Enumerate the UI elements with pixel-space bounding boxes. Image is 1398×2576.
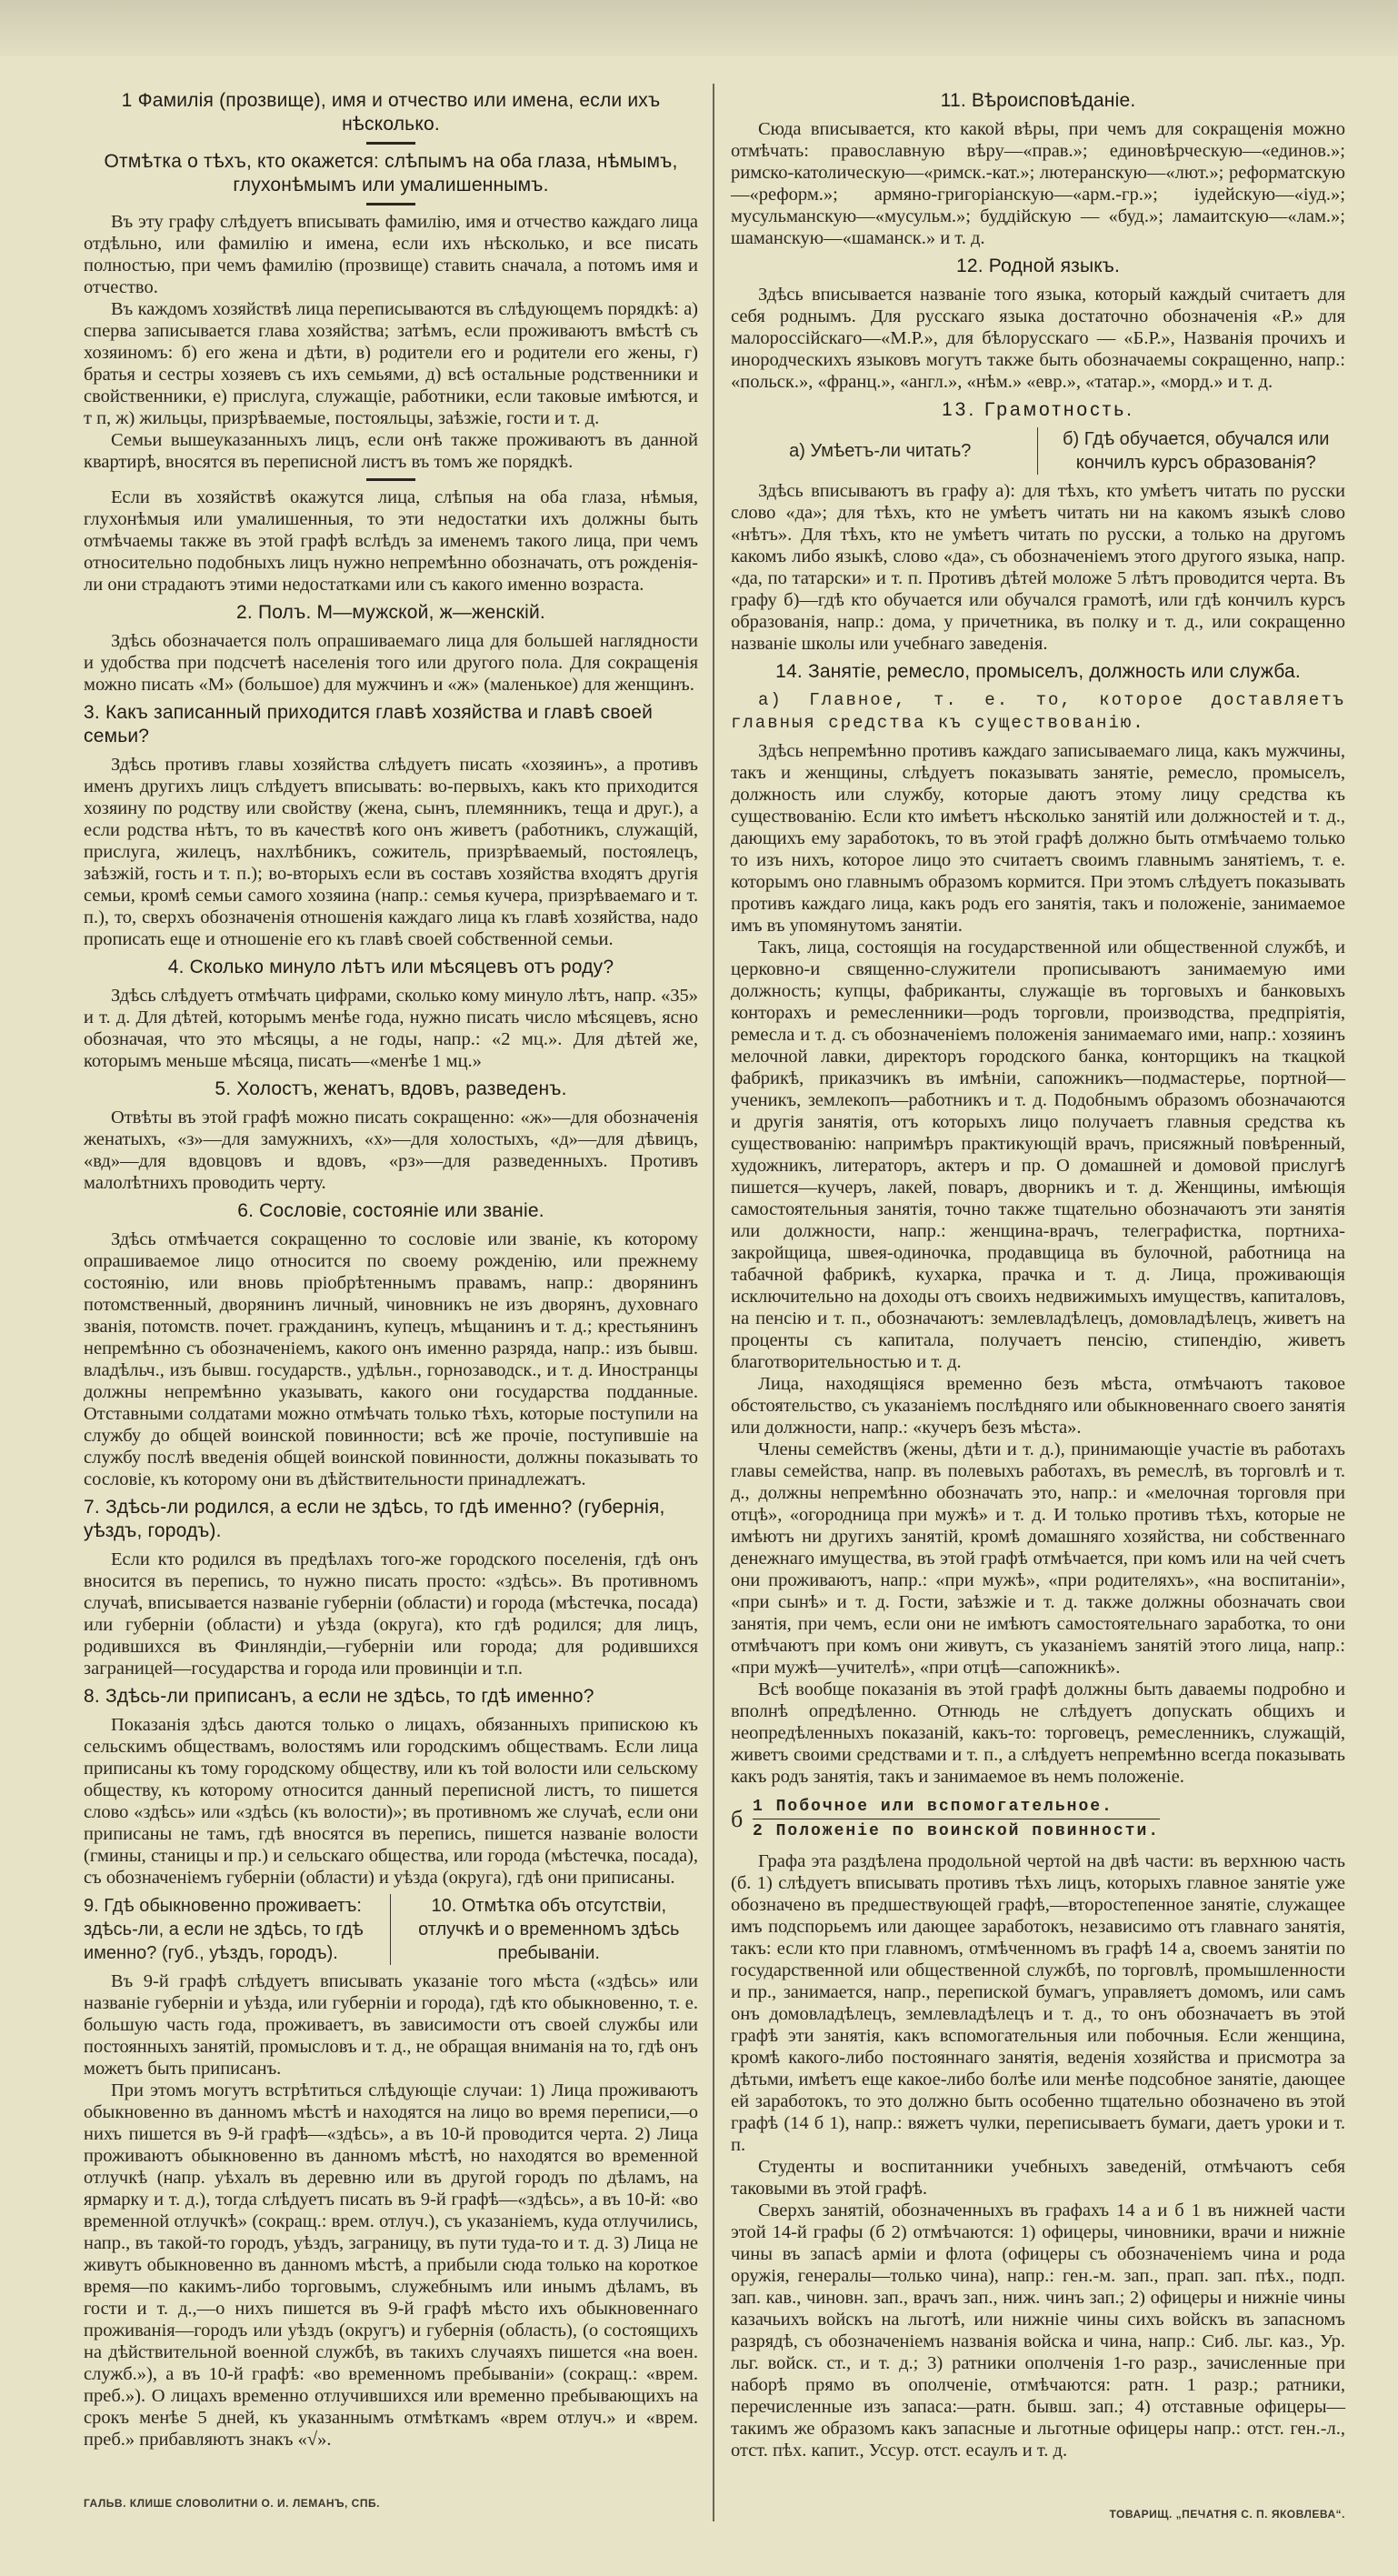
- section-3-relation: [84, 701, 698, 950]
- divider-rule: [366, 478, 415, 481]
- paragraph: Сверхъ занятій, обозначенныхъ въ графахъ 14 а и б 1 въ нижней части этой 14-й графы (б 2) отмѣчаются: 1) офицеры, чиновники, врачи и нижніе чины въ запасѣ арміи и флота (офицеры съ обозначеніемъ чина и рода оружія, генералы—только чина), напр.: ген.-м. зап., прап. зап. пѣх., подп. зап. кав., чиновн. зап., врачъ зап., ниж. чинъ зап.; 2) офицеры и нижніе чины казачьихъ войскъ на льготѣ, или нижніе чины сихъ войскъ въ запасномъ разрядѣ, съ обозначеніемъ названія войска и чина, напр.: Сиб. льг. каз., Ур. льг. войск. ст., и т. д.; 3) ратники ополченія 1-го разр., зачисленные при наборѣ прямо въ ополченіе, отмѣчаются: ратн. 1 разр.; ратники, перечисленные изъ запаса:—ратн. бывш. зап.; 4) отставные офицеры—такимъ же образомъ какъ запасные и льготные офицеры напр.: отст. ген.-л., отст. пѣх. капит., Уссур. отст. есаулъ и т. д.: [731, 2200, 1345, 2461]
- paragraph: Сюда вписывается, кто какой вѣры, при чемъ для сокращенія можно отмѣчать: православную вѣру—«прав.»; единовѣрческую—«единов.»; римско-католическую—«римск.-кат.»; лютеранскую—«лют.»; реформатскую—«реформ.»; армяно-григоріанскую—«арм.-гр.»; іудейскую—«іуд.»; мусульманскую—«мусульм.»; буддійскую — «буд.»; ламаитскую—«лам.»; шаманскую—«шаманск.» и т. д.: [731, 119, 1345, 248]
- left-column: [84, 84, 713, 2521]
- section-14-occupation: [731, 660, 1345, 2461]
- paragraph: Члены семействъ (жены, дѣти и т. д.), принимающіе участіе въ работахъ главы семейства, напр. въ полевыхъ работахъ, въ ремеслѣ, въ торговлѣ и т. д., должны непремѣнно обозначать это, напр.: и «мелочная торговля при отцѣ», «огородница при мужѣ» и т. д. И только противъ тѣхъ, которые не имѣютъ ни другихъ занятій, кромѣ домашняго хозяйства, ни собственнаго денежнаго имущества, въ этой графѣ отмѣчается, при комъ или на чей счетъ они проживаютъ, напр.: «при мужѣ», «при родителяхъ», «на воспитаніи», «при сынѣ» и т. д. Гости, заѣзжіе и т. д. также должны обозначать свои занятія, при чемъ, если они не имѣютъ самостоятельнаго заработка, то они отмѣчаютъ при комъ они живутъ, съ указаніемъ занятій этого лица, напр.: «при мужѣ—учителѣ», «при отцѣ—сапожникѣ».: [731, 1439, 1345, 1678]
- literacy-col-a: а) Умѣетъ-ли читать?: [731, 427, 1038, 475]
- scan-top-edge: [0, 0, 1398, 56]
- paragraph: Если въ хозяйствѣ окажутся лица, слѣпыя на оба глаза, нѣмыя, глухонѣмыя или умалишенныя, то эти недостатки ихъ должны быть отмѣчаемы также въ этой графѣ вслѣдъ за именемъ такого лица, при чемъ относительно подобныхъ лицъ нужно непремѣнно обозначать, отъ рожденія-ли они страдаютъ этими недостатками или съ какого именно возраста.: [84, 487, 698, 595]
- paragraph: Всѣ вообще показанія въ этой графѣ должны быть даваемы подробно и вполнѣ опредѣленно. Отнюдь не слѣдуетъ допускать общихъ и неопредѣленныхъ показаній, какъ-то: торговецъ, ремесленникъ, служащій, живетъ своими средствами и т. п., а слѣдуетъ непремѣнно всегда показывать какъ родъ занятія, такъ и занимаемое въ немъ положеніе.: [731, 1679, 1345, 1787]
- section-heading: 14. Занятіе, ремесло, промыселъ, должность или служба.: [775, 661, 1301, 682]
- section-heading: 4. Сколько минуло лѣтъ или мѣсяцевъ отъ роду?: [167, 957, 614, 977]
- paragraph: Если кто родился въ предѣлахъ того-же городского поселенія, гдѣ онъ вносится въ перепись, то нужно писать просто: «здѣсь». Въ противномъ случаѣ, вписывается названіе губерніи (области) и города (мѣстечка, посада) или губерніи (области) и уѣзда (округа), кто гдѣ родился; для лицъ, родившихся въ Финляндіи,—губерніи или города; для родившихся заграницей—государства и города или провинціи и т.п.: [84, 1549, 698, 1679]
- paragraph: Здѣсь вписываютъ въ графу а): для тѣхъ, кто умѣетъ читать по русски слово «да»; для тѣхъ, кто не умѣетъ читать ни на какомъ языкѣ слово «нѣтъ». Для тѣхъ, кто не умѣетъ читать по русски, а только на другомъ какомъ либо языкѣ, слово «да», съ обозначеніемъ этого другого языка, напр. «да, по татарски» и т. п. Противъ дѣтей моложе 5 лѣтъ проводится черта. Въ графу б)—гдѣ кто обучается или обучался грамотѣ, или гдѣ кончилъ курсъ образованія, напр.: дома, у причетника, въ полку и т. д., или сокращенно названіе школы или учебнаго заведенія.: [731, 481, 1345, 654]
- subheading-b2: 2 Положеніе по воинской повинности.: [753, 1822, 1161, 1840]
- section-heading: 3. Какъ записанный приходится главѣ хозяйства и главѣ своей семьи?: [84, 702, 654, 747]
- subheading-b-letter: б: [731, 1805, 744, 1832]
- paragraph: Лица, находящіяся временно безъ мѣста, отмѣчаютъ таковое обстоятельство, съ указаніемъ послѣдняго или обыкновеннаго своего занятія или должности, напр.: «кучеръ безъ мѣста».: [731, 1374, 1345, 1438]
- section-heading: 8. Здѣсь-ли приписанъ, а если не здѣсь, то гдѣ именно?: [84, 1686, 594, 1707]
- section-heading: 1 Фамилія (прозвище), имя и отчество или имена, если ихъ нѣсколько.: [121, 90, 661, 135]
- section-2-sex: [84, 601, 698, 696]
- section-13-literacy: [731, 398, 1345, 655]
- section-10-heading: 10. Отмѣтка объ отсутствіи, отлучкѣ и о временномъ здѣсь пребываніи.: [418, 1896, 680, 1963]
- subheading-main-occupation: а) Главное, т. е. то, которое доставляетъ главныя средства къ существованію.: [731, 690, 1345, 733]
- section-11-religion: [731, 89, 1345, 249]
- paragraph: Семьи вышеуказанныхъ лицъ, если онѣ также проживаютъ въ данной квартирѣ, вносятся въ переписной листъ въ томъ же порядкѣ.: [84, 430, 698, 472]
- section-heading: 6. Сословіе, состояніе или званіе.: [237, 1200, 544, 1221]
- divider-rule: [366, 142, 415, 145]
- subheading-b: [731, 1795, 1345, 1843]
- section-7-birthplace: [84, 1496, 698, 1679]
- paragraph: Здѣсь обозначается полъ опрашиваемаго лица для большей наглядности и удобства при подсчетѣ населенія того или другого пола. Для сокращенія можно писать «М» (большое) для мужчинъ и «ж» (маленькое) для женщинъ.: [84, 631, 698, 695]
- paragraph: Студенты и воспитанники учебныхъ заведеній, отмѣчаютъ себя таковыми въ этой графѣ.: [731, 2157, 1345, 2199]
- section-heading: 2. Полъ. М—мужской, ж—женскій.: [236, 602, 545, 623]
- paragraph: Показанія здѣсь даются только о лицахъ, обязанныхъ припискою къ сельскимъ обществамъ, волостямъ или городскимъ обществамъ. Если лица приписаны къ тому городскому обществу, или къ той волости или сельскому обществу, къ которому относится данный переписной листъ, то пишется слово «здѣсь» или «здѣсь (къ волости)»; въ противномъ же случаѣ, если они приписаны не тамъ, гдѣ вносятся въ перепись, пишется названіе волости (гмины, станицы и пр.) и сельскаго общества, или города (мѣстечка, посада), съ обозначеніемъ губерніи (области) и уѣзда (округа), гдѣ они приписаны.: [84, 1715, 698, 1888]
- section-heading: 11. Вѣроисповѣданіе.: [940, 90, 1136, 111]
- section-5-marital-status: [84, 1078, 698, 1194]
- paragraph: Въ каждомъ хозяйствѣ лица переписываются въ слѣдующемъ порядкѣ: а) сперва записывается глава хозяйства; затѣмъ, если проживаютъ вмѣстѣ съ хозяиномъ: б) его жена и дѣти, в) родители его и родители его жены, г) братья и сестры хозяевъ съ ихъ семьями, д) всѣ остальные родственники и свойственники, е) прислуга, служащіе, работники, если таковые имѣются, и т п, ж) жильцы, призрѣваемые, постояльцы, заѣзжіе, гости и т. д.: [84, 299, 698, 428]
- split-heading: [84, 1894, 698, 1965]
- paragraph: При этомъ могутъ встрѣтиться слѣдующіе случаи: 1) Лица проживаютъ обыкновенно въ данномъ мѣстѣ и находятся на лицо во время переписи,—о нихъ пишется въ 9-й графѣ—«здѣсь», а въ 10-й проводится черта. 2) Лица проживаютъ обыкновенно въ данномъ мѣстѣ, но находятся во временной отлучкѣ (напр. уѣхалъ въ деревню или въ другой городъ по дѣламъ, на ярмарку и т. д.), тогда слѣдуетъ писать въ 9-й графѣ—«здѣсь», а въ 10-й: «во временной отлучкѣ» (сокращ.: врем. отлуч.), съ указаніемъ, куда отлучились, напр., въ такой-то городъ, уѣздъ, заграницу, въ пути туда-то и т. д. 3) Лица не живутъ обыкновенно въ данномъ мѣстѣ, а прибыли сюда только на короткое время—по какимъ-либо торговымъ, служебнымъ или инымъ дѣламъ, въ гости и т. д.,—о нихъ пишется въ 9-й графѣ мѣсто ихъ обыкновеннаго проживанія—городъ или уѣздъ (округъ) и губернія (область), (о состоящихъ на дѣйствительной военной службѣ, въ такихъ случаяхъ пишется «на воен. служб.»), а въ 10-й графѣ: «во временномъ пребываніи» (сокращ.: «врем. преб.»). О лицахъ временно отлучившихся или временно пребывающихъ на срокъ менѣе 5 дней, къ указаннымъ отмѣткамъ «врем отлуч.» и «врем. преб.» прибавляютъ знакъ «√».: [84, 2080, 698, 2450]
- paragraph: Здѣсь непремѣнно противъ каждаго записываемаго лица, какъ мужчины, такъ и женщины, слѣдуетъ показывать занятіе, ремесло, промыселъ, должность или службу, которые даютъ этому лицу средства къ существованію. Если кто имѣетъ нѣсколько занятій или должностей и т. д., дающихъ ему заработокъ, то въ этой графѣ должно быть отмѣчаемо только то изъ нихъ, которое лицо это считаетъ своимъ главнымъ занятіемъ, т. е. которымъ оно главнымъ образомъ кормится. При этомъ слѣдуетъ показывать противъ каждаго лица, какъ родъ его занятія, такъ и положеніе, занимаемое имъ въ упомянутомъ занятіи.: [731, 741, 1345, 936]
- subheading-b-lines: [753, 1795, 1160, 1843]
- section-heading: 13. Грамотность.: [941, 399, 1135, 420]
- paragraph: Здѣсь отмѣчается сокращенно то сословіе или званіе, къ которому опрашиваемое лицо относится по своему рожденію, или прежнему состоянію, или вновь пріобрѣтеннымъ правамъ, напр.: дворянинъ потомственный, дворянинъ личный, чиновникъ не изъ дворянъ, духовнаго званія, потомств. почет. гражданинъ, купецъ, мѣщанинъ и т. д.; крестьянинъ непремѣнно съ обозначеніемъ, какого онъ именно разряда, напр.: изъ бывш. владѣльч., изъ бывш. государств., удѣльн., горнозаводск., и т. д. Иностранцы должны непремѣнно указывать, какого они государства подданные. Отставными солдатами можно отмѣчать только тѣхъ, которые поступили на службу до общей воинской повинности; всѣ же прочіе, поступившіе на службу послѣ введенія общей воинской повинности, должны показывать то сословіе, къ которому они въ дѣйствительности принадлежатъ.: [84, 1229, 698, 1489]
- section-8-registration: [84, 1685, 698, 1889]
- section-subheading: Отмѣтка о тѣхъ, кто окажется: слѣпымъ на оба глаза, нѣмымъ, глухонѣмымъ или умалишеннымъ.: [104, 151, 678, 195]
- paragraph: Такъ, лица, состоящія на государственной или общественной службѣ, и церковно-и священно-служители прописываютъ занимаемую ими должность; купцы, фабриканты, служащіе въ торговыхъ и банковыхъ конторахъ и ремесленники—родъ торговли, производства, предпріятія, ремесла и т. д. съ обозначеніемъ положенія занимаемаго ими, напр.: хозяинъ мелочной лавки, директоръ городского банка, конторщикъ на ткацкой фабрикѣ, приказчикъ въ имѣніи, сапожникъ—подмастерье, портной—ученикъ, землекопъ—работникъ и т. д. Подобнымъ образомъ обозначаются и другія занятія, отъ которыхъ лицо получаетъ главныя средства къ существованію: напримѣръ практикующій врачъ, присяжный повѣренный, художникъ, литераторъ, актеръ и пр. О домашней и домовой прислугѣ пишется—кучеръ, лакей, поваръ, дворникъ и т. д. Женщины, имѣющія самостоятельныя занятія, точно также тщательно обозначаютъ эти занятія или должности, напр.: женщина-врачъ, телеграфистка, портниха-закройщица, швея-одиночка, продавщица въ булочной, работница на табачной фабрикѣ, кухарка, прачка и т. д. Лица, проживающія исключительно на доходы отъ своихъ недвижимыхъ имуществъ, капиталовъ, на пенсію и т. п., обозначаютъ: землевладѣлецъ, домовладѣлецъ, живетъ на проценты съ капитала, получаетъ пенсію, стипендію, живетъ благотворительностью и т. д.: [731, 937, 1345, 1372]
- divider-rule: [366, 203, 415, 205]
- paragraph: Въ 9-й графѣ слѣдуетъ вписывать указаніе того мѣста («здѣсь» или названіе губерніи и уѣзда, или губерніи и города), гдѣ кто обыкновенно, т. е. большую часть года, проживаетъ, въ зависимости отъ своей службы или постоянныхъ занятій, промысловъ и т. д., не обращая вниманія на то, гдѣ онъ можетъ быть приписанъ.: [84, 1971, 698, 2079]
- printer-imprint-right: ТОВАРИЩ. „ПЕЧАТНЯ С. П. ЯКОВЛЕВА“.: [1109, 2508, 1345, 2521]
- paragraph: Графа эта раздѣлена продольной чертой на двѣ части: въ верхнюю часть (б. 1) слѣдуетъ вписывать противъ тѣхъ лицъ, которыхъ главное занятіе уже обозначено въ предшествующей графѣ,—второстепенное занятіе, служащее имъ подспорьемъ или дающее заработокъ, независимо отъ главнаго занятія, такъ: если кто при главномъ, отмѣченномъ въ графѣ 14 а, своемъ занятіи по государственной или общественной службѣ, по торговлѣ, промышленности и пр., занимается, напр., перепиской бумагъ, управляетъ домомъ, или самъ онъ домовладѣлецъ, землевладѣлецъ и т. д., то онъ обозначаетъ въ этой графѣ эти занятія, какъ вспомогательныя или побочныя. Если женщина, кромѣ какого-либо постояннаго занятія, веденія хозяйства и присмотра за дѣтьми, имѣетъ еще какое-либо болѣе или менѣе подсобное занятіе, дающее ей заработокъ, то это должно быть особенно тщательно обозначено въ этой графѣ (14 б 1), напр.: вяжетъ чулки, переписываетъ бумаги, даетъ уроки и т. п.: [731, 1851, 1345, 2155]
- literacy-col-b: б) Гдѣ обучается, обучался или кончилъ курсъ образованія?: [1063, 429, 1330, 473]
- split-heading: [731, 427, 1345, 475]
- paragraph: Здѣсь противъ главы хозяйства слѣдуетъ писать «хозяинъ», а противъ именъ другихъ лицъ слѣдуетъ вписывать: во-первыхъ, какъ кто приходится хозяину по родству или свойству (жена, сынъ, племянникъ, теща и друг.), а если родства нѣтъ, то въ качествѣ кого онъ живетъ (работникъ, служащій, прислуга, жилецъ, нахлѣбникъ, сожитель, призрѣваемый, постоялецъ, заѣзжій, гость и т. п.); во-вторыхъ если въ составъ хозяйства входятъ другія семьи, кромѣ семьи самого хозяина (напр.: семья кучера, призрѣваемаго и т. п.), то, сверхъ обозначенія отношенія каждаго лица къ главѣ хозяйства, надо прописать еще и отношеніе его къ главѣ своей собственной семьи.: [84, 755, 698, 949]
- section-heading: 5. Холостъ, женатъ, вдовъ, разведенъ.: [215, 1078, 567, 1099]
- section-9-heading: 9. Гдѣ обыкновенно проживаетъ: здѣсь-ли, а если не здѣсь, то гдѣ именно? (губ., уѣздъ, городъ).: [84, 1894, 391, 1965]
- section-4-age: [84, 956, 698, 1072]
- right-column: [713, 84, 1345, 2521]
- subheading-b1: 1 Побочное или вспомогательное.: [753, 1795, 1160, 1819]
- section-6-estate: [84, 1199, 698, 1490]
- section-12-language: [731, 255, 1345, 393]
- section-heading: 12. Родной языкъ.: [955, 256, 1121, 276]
- paragraph: Отвѣты въ этой графѣ можно писать сокращенно: «ж»—для обозначенія женатыхъ, «з»—для замужнихъ, «х»—для холостыхъ, «д»—для дѣвицъ, «вд»—для вдовцовъ и вдовъ, «рз»—для разведенныхъ. Противъ малолѣтнихъ проводить черту.: [84, 1108, 698, 1193]
- paragraph: Въ эту графу слѣдуетъ вписывать фамилію, имя и отчество каждаго лица отдѣльно, или фамилію и имена, если ихъ нѣсколько, и все писать полностью, при чемъ фамилію (прозвище) ставить сначала, а потомъ имя и отчество.: [84, 212, 698, 297]
- census-instructions-page: [84, 84, 1345, 2576]
- section-heading: 7. Здѣсь-ли родился, а если не здѣсь, то гдѣ именно? (губернія, уѣздъ, городъ).: [84, 1497, 665, 1541]
- paragraph: Здѣсь вписывается названіе того языка, который каждый считаетъ для себя роднымъ. Для русскаго языка достаточно обозначенія «Р.» для малороссійскаго—«М.Р.», для бѣлорусскаго — «Б.Р.», Названія прочихъ и инородческихъ языковъ могутъ также быть обозначаемы сокращенно, напр.: «польск.», «франц.», «англ.», «нѣм.» «евр.», «татар.», «морд.» и т. д.: [731, 285, 1345, 392]
- paragraph: Здѣсь слѣдуетъ отмѣчать цифрами, сколько кому минуло лѣтъ, напр. «35» и т. д. Для дѣтей, которымъ менѣе года, нужно писать число мѣсяцевъ, ясно обозначая, что это мѣсяцы, а не годы, напр.: «2 мц.». Для дѣтей же, которымъ меньше мѣсяца, писать—«менѣе 1 мц.»: [84, 986, 698, 1071]
- section-1-name: [84, 89, 698, 596]
- printer-imprint-left: ГАЛЬВ. КЛИШЕ СЛОВОЛИТНИ О. И. ЛЕМАНЪ, СПБ.: [84, 2497, 380, 2510]
- section-9-10-residence: [84, 1894, 698, 2451]
